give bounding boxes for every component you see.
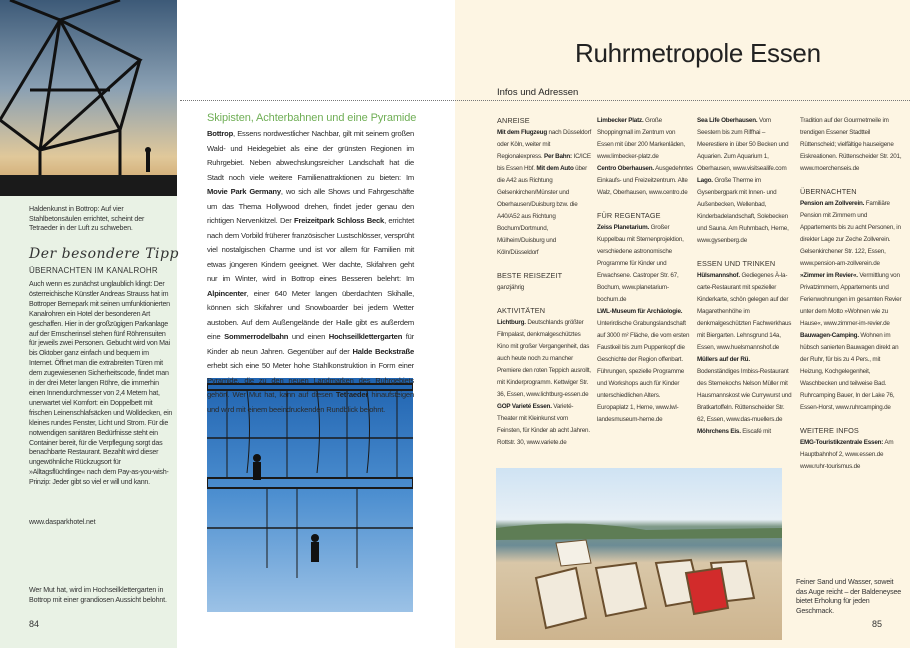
article-text: , wo sich alle Shows und Fahrgeschäfte um das Thema Hollywood drehen, findet jeder genau den richtigen Nervenkitzel. Der: [207, 187, 414, 225]
info-column-3: [697, 115, 793, 438]
article-highlight: Freizeitpark Schloss Beck: [294, 216, 385, 225]
info-entry-text: Vom Seestern bis zum Riffhai – Meerestiere in über 50 Becken und Aquarien. Zum Aquarium 1, Oberhausen, www.visitsealife.com: [697, 117, 789, 172]
info-entry: [800, 270, 902, 330]
article-highlight: Halde Beckstraße: [352, 346, 415, 356]
article-body: [207, 127, 414, 417]
baldeneysee-beach-photo: [496, 468, 782, 640]
info-section-heading: AKTIVITÄTEN: [497, 306, 546, 315]
info-entry-name: Mit dem Auto: [536, 165, 574, 172]
info-entry: [497, 401, 593, 449]
article-highlight: Alpincenter: [207, 288, 247, 298]
info-entry-text: Bodenständiges Imbiss-Restaurant des Sternekochs Nelson Müller mit Hausmannskost wie Currywurst und Bratkartoffeln. Rüttenscheider Str. 62, Essen, www.das-muellers.de: [697, 368, 792, 423]
info-entry-text: Tradition auf der Gourmetmeile im trendigen Essener Stadtteil Rüttenscheid; vielfältige hauseigene Eiskreationen. Rüttenscheider Str. 201, www.moerchenseis.de: [800, 117, 902, 172]
info-column-2: [597, 115, 693, 426]
info-entry-name: Lichtburg.: [497, 319, 526, 326]
info-entry-text: Vermittlung von Privatzimmern, Appartements und Ferienwohnungen im gesamten Revier unter dem Motto »Wohnen wie zu Hause«, www.zimmer-im-revier.de: [800, 272, 902, 327]
tip-title: Der besondere Tipp: [29, 246, 179, 262]
article-text: , einer 640 Meter langen überdachten Skihalle, können sich Skifahrer und Snowboarder bei jedem Wetter austoben. Auf dem Außengelände der Halle gibt es außerdem eine: [207, 288, 414, 341]
info-column-1: [497, 115, 593, 449]
info-section-heading: BESTE REISEZEIT: [497, 271, 563, 280]
info-entry-text: Wohnen im hübsch sanierten Bauwagen direkt an der Ruhr, für bis zu 4 Pers., mit Heizung, Kochgelegenheit, Waschbecken und teilweise Bad. Ruhrcamping Bauer, In der Lake 76, Essen-Horst, www.ruhrcamping.de: [800, 332, 899, 411]
article-text: für Kinder ab neun Jahren. Gegenüber auf der: [207, 332, 414, 356]
info-entry-text: über die A42 aus Richtung Gelsenkirchen/Münster und Oberhausen/Duisburg bzw. die A40/A52 aus Richtung Bochum/Dortmund, Mülheim/Duisburg und Köln/Düsseldorf: [497, 165, 587, 256]
tip-url[interactable]: www.dasparkhotel.net: [29, 518, 96, 526]
page-number-right: 85: [872, 619, 883, 629]
info-entry-name: Zeiss Planetarium.: [597, 224, 650, 231]
tip-heading: ÜBERNACHTEN IM KANALROHR: [29, 266, 158, 275]
info-entry: [697, 115, 793, 175]
info-entry: [497, 317, 593, 401]
info-entry: [697, 354, 793, 426]
info-entry: [597, 115, 693, 163]
info-entry-text: Ausgedehntes Einkaufs- und Freizeitzentrum. Alte Walz, Oberhausen, www.centro.de: [597, 165, 694, 196]
info-section-heading: FÜR REGENTAGE: [597, 211, 661, 220]
info-entry: [697, 175, 793, 247]
article-text: und einen: [288, 332, 329, 341]
info-entry-name: Sea Life Oberhausen.: [697, 117, 758, 124]
article-text: , Essens nordwestlicher Nachbar, gilt mit seinem großen Wald- und Heidegebiet als eine der grünsten Regionen im Ruhrgebiet. Neben abwechslungsreicher Landschaft hat die Stadt noch viele weitere Familienattraktionen zu bieten: Im: [207, 129, 414, 182]
info-section-heading: ESSEN UND TRINKEN: [697, 259, 776, 268]
info-entry-name: Pension am Zollverein.: [800, 200, 865, 207]
article-text: hinaufsteigen und wird mit einem beeindruckenden Rundblick belohnt.: [207, 390, 414, 414]
beach-caption: Feiner Sand und Wasser, soweit das Auge reicht – der Baldeneysee bietet Erholung für jeden Geschmack.: [796, 578, 902, 615]
info-entry: [597, 306, 693, 426]
info-entry-name: LWL-Museum für Archäologie.: [597, 308, 683, 315]
article-highlight: Tetraeder: [335, 390, 369, 399]
dotted-divider: [180, 100, 910, 101]
info-entry: [497, 282, 593, 294]
info-entry: [800, 115, 902, 175]
info-entry-text: Große Therme im Gysenbergpark mit Innen- und Außenbecken, Wellenbad, Kinderbadelandschaft, Solebecken und Sauna. Am Ruhmbach, Herne, www.gysenberg.de: [697, 177, 789, 244]
page-title: Ruhrmetropole Essen: [575, 38, 821, 68]
info-entry-name: Mit dem Flugzeug: [497, 129, 547, 136]
info-entry-name: Müllers auf der Rü.: [697, 356, 750, 363]
tetraeder-photo: [0, 0, 177, 196]
info-entry: [597, 163, 693, 199]
section-subtitle: Infos und Adressen: [497, 87, 579, 98]
article-highlight: Movie Park Germany: [207, 187, 281, 196]
info-entry-text: Deutschlands größter Filmpalast, denkmalgeschütztes Kino mit großer Vergangenheit, das auch heute noch zu mancher Premiere den roten Teppich ausrollt, mit Kinderprogramm. Kettwiger Str. 36, Essen, www.lichtburg-essen.de: [497, 319, 591, 398]
info-section-heading: ÜBERNACHTEN: [800, 187, 857, 196]
info-section-heading: ANREISE: [497, 116, 530, 125]
info-entry-text: Eiscafé mit: [740, 428, 771, 435]
info-entry: [697, 270, 793, 354]
info-entry: [800, 330, 902, 414]
info-entry-text: Familiäre Pension mit Zimmern und Appartements bis zu acht Personen, in direkter Lage zur Zeche Zollverein. Gelsenkirchener Str. 122, Essen, www.pension-am-zollverein.de: [800, 200, 901, 267]
info-entry-name: Centro Oberhausen.: [597, 165, 654, 172]
article-heading: Skipisten, Achterbahnen und eine Pyramide: [207, 112, 417, 124]
info-entry-text: Am Hauptbahnhof 2, www.essen.de www.ruhr-tourismus.de: [800, 439, 894, 470]
info-entry: [697, 426, 793, 438]
info-entry-text: Varieté-Theater mit Kleinkunst vom Feinsten, für Kinder ab acht Jahren. Rottstr. 30, www.variete.de: [497, 403, 590, 446]
info-entry: [800, 437, 902, 473]
climbing-caption: Wer Mut hat, wird im Hochseilklettergarten in Bottrop mit einer grandiosen Aussicht belohnt.: [29, 586, 167, 604]
info-entry-text: nach Düsseldorf oder Köln, weiter mit Regionalexpress.: [497, 129, 592, 160]
info-entry-name: EMG-Touristikzentrale Essen:: [800, 439, 884, 446]
info-entry-text: Gediegenes À-la-carte-Restaurant mit spezieller Kinderkarte, schön gelegen auf der Magarethenhöhe im denkmalgeschützten Fachwerkhaus mit Biergarten. Lehnsgrund 14a, Essen, www.huelsmannshof.de: [697, 272, 792, 351]
info-entry: [597, 222, 693, 306]
info-entry-name: Möhrchens Eis.: [697, 428, 741, 435]
info-entry: [497, 127, 593, 259]
info-column-4: [800, 115, 902, 473]
info-entry-name: Lago.: [697, 177, 713, 184]
info-section-heading: WEITERE INFOS: [800, 426, 859, 435]
tetraeder-caption: Haldenkunst in Bottrop: Auf vier Stahlbetonsäulen errichtet, scheint der Tetraeder in der Luft zu schweben.: [29, 205, 145, 232]
info-entry-text: ganzjährig: [497, 284, 525, 291]
info-entry-text: IC/ICE bis Essen Hbf.: [497, 153, 591, 172]
info-entry-name: Bauwagen-Camping.: [800, 332, 859, 339]
article-text: erhebt sich eine 50 Meter hohe Stahlkonstruktion in Form einer Pyramide, die zu den neuen Landmarken des Ruhrgebiets gehört. Wer Mut hat, kann auf diesen: [207, 361, 414, 399]
article-highlight: Hochseilklettergarten: [328, 332, 403, 341]
info-entry: [800, 198, 902, 270]
article-text: , errichtet nach dem Vorbild früherer französischer Lustschlösser, versprüht viel nostalgischen Charme und ist vor allem für Familien mit etwas jüngeren Kindern geeignet. Wer dachte, Skifahren geht nur im Winter, wird in Bottrop eines Besseren belehrt: Im: [207, 216, 415, 283]
page-number-left: 84: [29, 619, 40, 629]
info-entry-name: Hülsmannshof.: [697, 272, 740, 279]
info-entry-name: Limbecker Platz.: [597, 117, 644, 124]
info-entry-text: Große Shoppingmall im Zentrum von Essen mit über 200 Markenläden, www.limbecker-platz.de: [597, 117, 685, 160]
info-entry-name: »Zimmer im Revier«.: [800, 272, 858, 279]
info-entry-text: Großer Kuppelbau mit Sternenprojektion, verschiedene astronomische Programme für Kinder und Erwachsene. Castroper Str. 67, Bochum, www.planetarium-bochum.de: [597, 224, 684, 303]
tip-text: Auch wenn es zunächst unglaublich klingt: Der österreichische Künstler Andreas Strauss hat im Bottroper Bernepark mit seinen umfunktionierten Kanalrohren ein Hotel der besonderen Art geschaffen. Hier in der großzügigen Parkanlage auf der Emscherinsel stehen fünf Röhrensuiten für jeweils zwei Personen. Gebucht wird von Mai bis Oktober ganz einfach und bequem im Internet. Öffnet man die extrabreiten Türen mit dem zugewiesenen Sicherheitscode, findet man in der drei Meter langen Röhre, die immerhin einen Innendurchmesser von 2,4 Metern hat, unerwartet viel Komfort: ein Doppelbett mit frischen Leinenschlafsäcken und Wolldecken, ein kleines rundes Fenster, Licht und Strom. Für die notwendigen sanitären Bedürfnisse steht ein Container bereit, für die Verpflegung sorgt das benachbarte Restaurant. Bezahlt wird dieser ungewöhnliche Rückzugsort für »Alltagsflüchtlinge« nach dem Pay-as-you-wish-Prinzip: Jeder gibt so viel er will und kann.: [29, 280, 173, 487]
info-entry-name: GOP Varieté Essen.: [497, 403, 552, 410]
article-highlight: Sommerrodelbahn: [224, 332, 289, 341]
article-highlight: Bottrop: [207, 129, 234, 138]
info-entry-name: Per Bahn:: [544, 153, 572, 160]
info-entry-text: Unterirdische Grabungslandschaft auf 3000 m² Fläche, die vom ersten Faustkeil bis zum Puppenkopf die Geschichte der Region offenbart. Führungen, spezielle Programme und Workshops auch für Kinder unterschiedlichen Alters. Europaplatz 1, Herne, www.lwl-landesmuseum-herne.de: [597, 320, 690, 423]
